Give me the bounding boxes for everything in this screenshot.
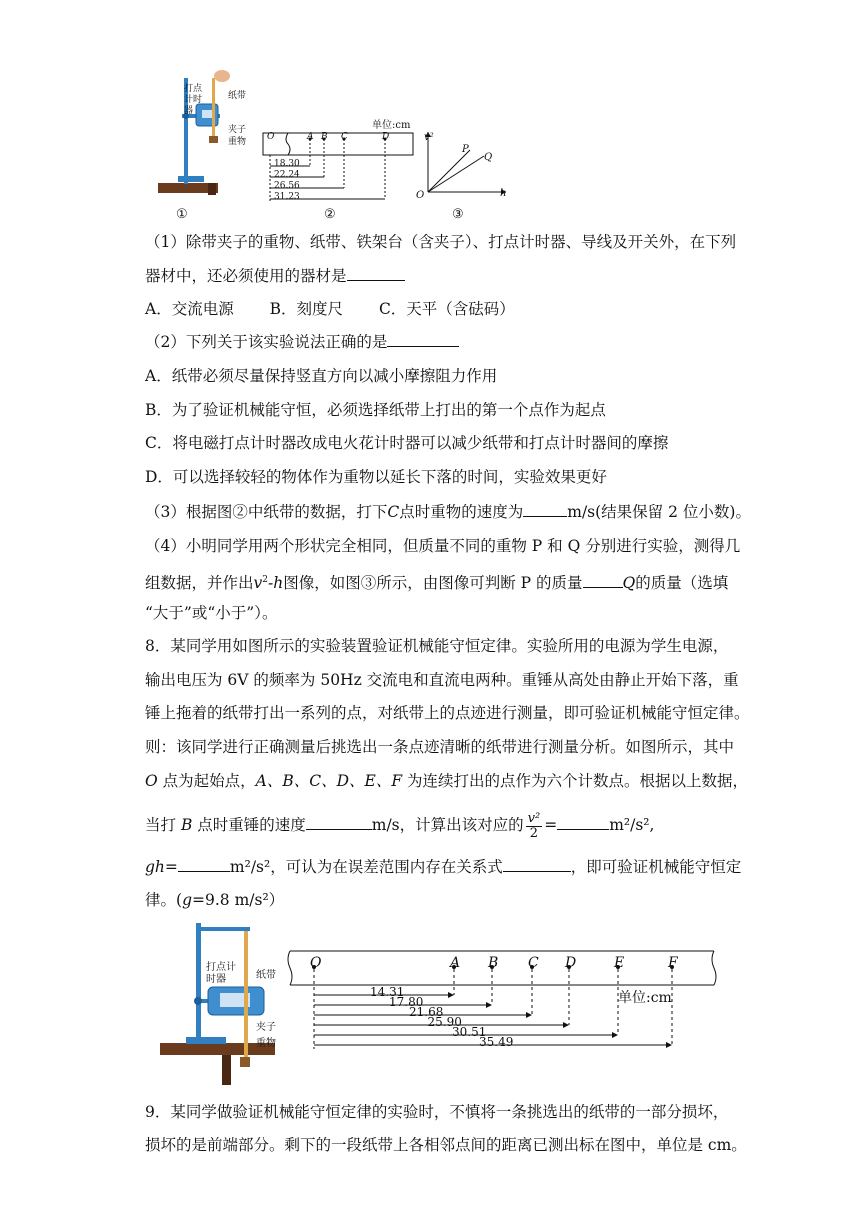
tape2-arrowhead xyxy=(612,1032,618,1038)
q8-line8-text-a: 律。( xyxy=(145,891,183,909)
q8-line6-text-a: 当打 xyxy=(145,816,181,834)
tape1-point-label: C xyxy=(341,132,348,142)
tape2-distance-label: 35.49 xyxy=(479,1035,514,1049)
q7-part1-line1: （1）除带夹子的重物、纸带、铁架台（含夹子）、打点计时器、导线及开关外，在下列 xyxy=(145,233,737,251)
graph-x-label: h xyxy=(500,188,507,199)
tape1-point-label: O xyxy=(267,132,275,142)
answer-blank xyxy=(503,857,571,872)
tape2-arrowhead xyxy=(486,1002,492,1008)
q8-g: g xyxy=(182,891,192,909)
q7-part1-line2 xyxy=(145,266,405,286)
q7-Q-symbol: Q xyxy=(622,574,636,593)
q8-line6-unit: m²/s², xyxy=(609,816,655,834)
tape2-arrowhead xyxy=(526,1012,532,1018)
q8-line1: 8．某同学用如图所示的实验装置验证机械能守恒定律。实验所用的电源为学生电源， xyxy=(145,637,729,655)
q7-h-symbol: -h xyxy=(268,574,284,593)
q7-part4-text: 组数据，并作出 xyxy=(145,574,254,593)
fig2-label-clip: 夹子 xyxy=(256,1022,276,1033)
q8-line6 xyxy=(145,808,654,842)
tape2-arrowhead xyxy=(448,992,454,998)
tape1-distance-label: 26.56 xyxy=(274,181,300,191)
q7-part3-text-c: m/s(结果保留 2 位小数)。 xyxy=(567,503,751,521)
q8-gh: gh xyxy=(145,858,165,876)
tape2-point-label: D xyxy=(565,955,577,971)
q8-line4: 则：该同学进行正确测量后挑选出一条点迹清晰的纸带进行测量分析。如图所示，其中 xyxy=(145,738,735,756)
answer-blank xyxy=(178,857,230,872)
fig1-label-weight: 重物 xyxy=(228,137,247,147)
fig2-label-weight: 重物 xyxy=(256,1038,276,1049)
q8-line5 xyxy=(145,771,748,791)
fraction-denominator: 2 xyxy=(529,825,539,841)
q8-line6-text-b: 点时重锤的速度 xyxy=(192,816,306,834)
tape1-distance-label: 18.30 xyxy=(274,159,300,169)
graph-line-Q xyxy=(428,156,484,192)
q8-equals-2: = xyxy=(164,858,178,876)
answer-blank xyxy=(523,502,567,517)
tape2-point-label: E xyxy=(614,955,625,971)
tape2-point-label: B xyxy=(488,955,499,971)
q8-points: A、B、C、D、E、F xyxy=(255,772,403,790)
q7-part2 xyxy=(145,332,459,352)
q8-line8-text-b: =9.8 m/s²） xyxy=(192,891,285,909)
answer-blank xyxy=(583,573,623,588)
q7-part2-text: （2）下列关于该实验说法正确的是 xyxy=(145,333,388,351)
q8-line3: 锤上拖着的纸带打出一系列的点，对纸带上的点迹进行测量，即可验证机械能守恒定律。 xyxy=(145,704,750,722)
answer-blank xyxy=(557,815,609,830)
graph-P-label: P xyxy=(462,144,469,155)
q8-equals: = xyxy=(544,816,558,834)
q8-line2: 输出电压为 6V 的频率为 50Hz 交流电和直流电两种。重锤从高处由静止开始下落，重 xyxy=(145,671,739,689)
tape1-distance-label: 31.23 xyxy=(274,192,300,202)
q7-part4-text-b: 图像，如图③所示，由图像可判断 P 的质量 xyxy=(283,574,583,593)
fig1-caption-3: ③ xyxy=(452,207,464,222)
graph-origin-label: O xyxy=(416,190,425,201)
q7-part3-point: C xyxy=(387,503,400,521)
tape2-point-label: F xyxy=(668,955,678,971)
answer-blank xyxy=(306,815,372,830)
q7-part4-line2: 组数据，并作出$v^2-h$图像，如图③所示，由图像可判断 P 的质量 Q的质量（选填 xyxy=(145,574,729,593)
fig1-caption-2: ② xyxy=(324,207,336,222)
fig1-label-tape: 纸带 xyxy=(228,91,247,101)
tape2-distance-label: 14.31 xyxy=(370,985,405,999)
q8-line5-text-b: 为连续打出的点作为六个计数点。根据以上数据， xyxy=(402,772,749,790)
fig1-label-clip: 夹子 xyxy=(228,125,247,135)
q7-part4-text-c: 的质量（选填 xyxy=(635,574,729,593)
q7-option-b: B．为了验证机械能守恒，必须选择纸带上打出的第一个点作为起点 xyxy=(145,401,606,419)
q7-part1-text: 器材中，还必须使用的器材是 xyxy=(145,267,347,285)
tape2-point-label: A xyxy=(450,955,461,971)
q8-line6-text-c: m/s，计算出该对应的 xyxy=(371,816,524,834)
fig1-tape-unit: 单位:cm xyxy=(372,120,411,131)
fraction-v2-over-2 xyxy=(526,812,543,841)
q7-part3-text-a: （3）根据图②中纸带的数据，打下 xyxy=(145,503,388,521)
q8-line7-text-b: m²/s²，可认为在误差范围内存在关系式 xyxy=(229,858,503,876)
tape2-point-label: C xyxy=(528,955,539,971)
tape2-arrowhead xyxy=(666,1042,672,1048)
q7-option-c: C．将电磁打点计时器改成电火花计时器可以减少纸带和打点计时器间的摩擦 xyxy=(145,434,669,452)
q8-point-B: B xyxy=(180,816,193,834)
tape1-distance-label: 22.24 xyxy=(274,170,300,180)
tape2-distance-label: 21.68 xyxy=(409,1005,444,1019)
fig2-tape-unit: 单位:cm xyxy=(618,990,672,1006)
answer-blank xyxy=(387,332,459,347)
tape1-point-label: A xyxy=(307,132,314,142)
q7-part4-line3: “大于”或“小于”）。 xyxy=(145,604,278,622)
tape1-point-label: D xyxy=(382,132,390,142)
q7-option-d: D．可以选择较轻的物体作为重物以延长下落的时间，实验效果更好 xyxy=(145,468,607,486)
q8-line7 xyxy=(145,857,741,877)
q8-point-O: O xyxy=(145,772,158,790)
q7-part3-text-b: 点时重物的速度为 xyxy=(399,503,524,521)
q7-part4-line1: （4）小明同学用两个形状完全相同，但质量不同的重物 P 和 Q 分别进行实验，测得几 xyxy=(145,537,741,555)
q9-line2: 损坏的是前端部分。剩下的一段纸带上各相邻点间的距离已测出标在图中，单位是 cm。 xyxy=(145,1136,747,1154)
graph-Q-label: Q xyxy=(484,152,493,163)
fig1-label-timer: 打点计时器 xyxy=(184,84,203,116)
q8-line5-text-a: 点为起始点， xyxy=(157,772,256,790)
fig2-label-tape: 纸带 xyxy=(256,970,276,981)
q7-part1-options: A．交流电源 B．刻度尺 C．天平（含砝码） xyxy=(145,300,515,318)
tape2-distance-label: 25.90 xyxy=(427,1015,462,1029)
q7-option-a: A．纸带必须尽量保持竖直方向以减小摩擦阻力作用 xyxy=(145,367,498,385)
q7-v-symbol: v xyxy=(253,574,263,593)
q7-part3 xyxy=(145,502,751,522)
figure-apparatus-2 xyxy=(150,915,285,1087)
fig1-caption-1: ① xyxy=(176,207,188,222)
fraction-numerator: v² xyxy=(527,810,541,826)
graph-y-label: v² xyxy=(424,132,434,143)
q8-line8 xyxy=(145,890,284,910)
q8-line7-text-c: ，即可验证机械能守恒定 xyxy=(570,858,742,876)
fig2-label-timer: 打点计时器 xyxy=(206,962,236,985)
answer-blank xyxy=(347,266,405,281)
tape2-point-label: O xyxy=(310,955,322,971)
q9-line1: 9．某同学做验证机械能守恒定律的实验时，不慎将一条挑选出的纸带的一部分损坏， xyxy=(145,1103,729,1121)
tape1-break xyxy=(286,133,290,155)
tape2-distance-label: 30.51 xyxy=(452,1025,487,1039)
tape2-arrowhead xyxy=(563,1022,569,1028)
tape2-distance-label: 17.80 xyxy=(389,995,424,1009)
tape1-point-label: B xyxy=(321,132,328,142)
